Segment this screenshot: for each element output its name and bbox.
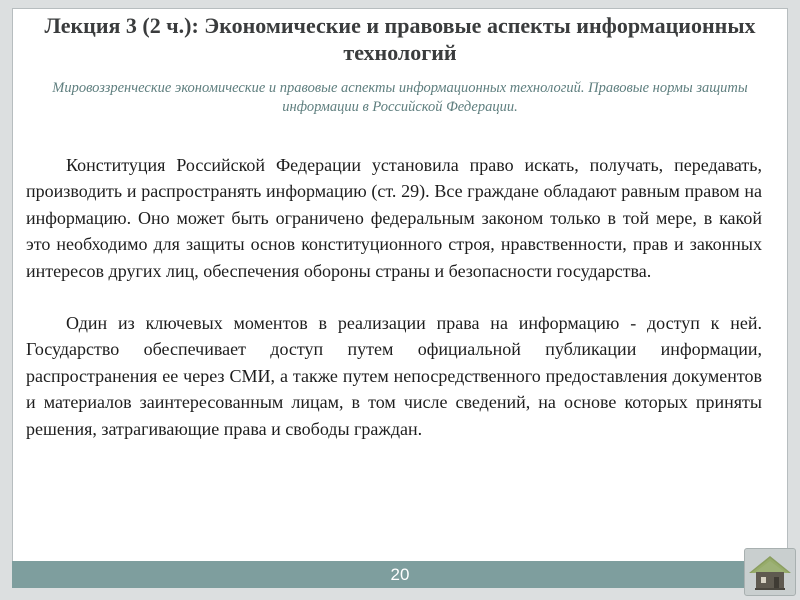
slide-title: Лекция 3 (2 ч.): Экономические и правовые аспекты информационных технологий [44,13,756,65]
page-number: 20 [390,565,410,584]
house-icon [745,549,795,595]
footer-bar [12,561,788,588]
body-paragraph: Конституция Российской Федерации установила право искать, получать, передавать, производить и распространять информацию (ст. 29). Все граждане обладают равным правом на информацию. Оно может быть ограничено федеральным законом только в той мере, в какой это необходимо для защиты основ конституционного строя, нравственности, прав и законных интересов других лиц, обеспечения обороны страны и безопасности государства. [26,155,762,281]
body-paragraph: Один из ключевых моментов в реализации права на информацию - доступ к ней. Государство обеспечивает доступ путем официальной публикации информации, распространения ее через СМИ, а также путем непосредственного предоставления документов и материалов заинтересованным лицам, в том числе сведений, на основе которых приняты решения, затрагивающие права и свободы граждан. [26,313,762,439]
slide-body [26,152,762,442]
home-button[interactable] [744,548,796,596]
slide-subtitle: Мировоззренческие экономические и правовые аспекты информационных технологий. Правовые нормы защиты информации в Российской Федерации. [52,80,748,115]
